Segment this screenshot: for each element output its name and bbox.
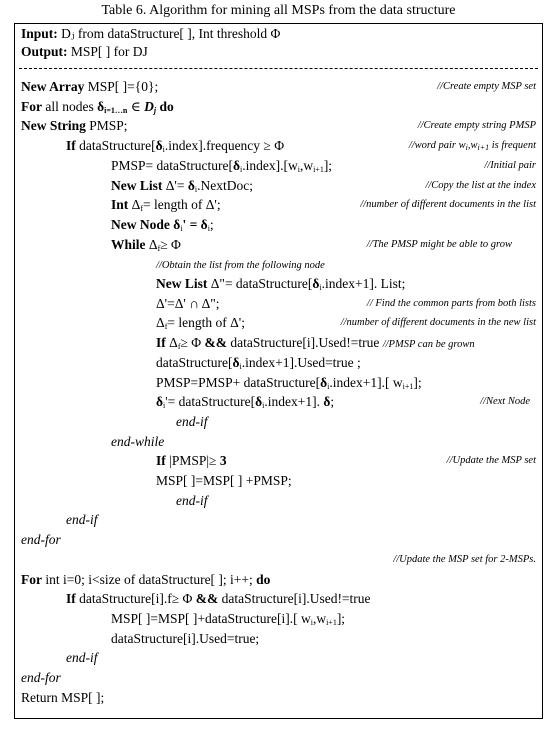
code-text: end-if <box>66 512 98 528</box>
algorithm-line <box>15 473 542 493</box>
code-comment: //number of different documents in the list <box>360 199 536 211</box>
table-caption: Table 6. Algorithm for mining all MSPs from the data structure <box>101 3 456 18</box>
algorithm-line <box>15 394 542 414</box>
code-text: Δ'=Δ' ∩ Δ"; <box>156 295 220 311</box>
algorithm-line <box>15 591 542 611</box>
algorithm-line <box>15 296 542 316</box>
code-comment: //Copy the list at the index <box>425 179 536 191</box>
algorithm-line <box>15 572 542 592</box>
code-comment: //Next Node <box>480 396 530 408</box>
algorithm-line <box>15 158 542 178</box>
algorithm-line <box>15 532 542 552</box>
code-text: $dataStructure[\delta_i.index+1].Used=true$ ; <box>156 354 361 371</box>
code-text: end-if <box>66 650 98 666</box>
algorithm-line <box>15 178 542 198</box>
code-text: //Obtain the list from the following node <box>156 260 325 272</box>
code-text: Return MSP[ ]; <box>21 689 105 705</box>
code-text: For all nodes $\delta_{i=1\dots n}$ ∈ $D_j$ do <box>21 98 174 115</box>
code-text: While $\Delta_f\ge \Phi$ <box>111 236 181 253</box>
algorithm-line <box>15 335 542 355</box>
code-comment: //Update the MSP set for 2-MSPs. <box>393 553 536 565</box>
code-text: If $\Delta_f\ge \Phi$ && dataStructure[i].Used!=true //PMSP can be grown <box>156 335 475 352</box>
code-comment: //The PMSP might be able to grow <box>366 238 512 250</box>
code-text: New List Δ"= $dataStructure[\delta_i.index+1]$. List; <box>156 276 406 292</box>
code-comment: //number of different documents in the new list <box>340 317 536 329</box>
algorithm-line <box>15 138 542 158</box>
algorithm-line <box>15 434 542 454</box>
dashed-divider <box>19 68 538 69</box>
code-text: If $dataStructure[\delta_i.index].frequency \ge \Phi$ <box>66 138 285 155</box>
output-line <box>21 44 148 60</box>
input-line <box>21 26 280 42</box>
algorithm-line <box>15 355 542 375</box>
output-text: MSP[ ] for DJ <box>67 44 148 59</box>
input-text: Dⱼ from dataStructure[ ], Int threshold Φ <box>57 26 281 41</box>
code-comment: //Create empty MSP set <box>437 81 536 92</box>
algorithm-line <box>15 670 542 690</box>
code-text: $\Delta_f=$ length of Δ'; <box>156 315 245 332</box>
algorithm-line <box>15 237 542 257</box>
code-text: dataStructure[i].Used=true; <box>111 630 260 646</box>
algorithm-line <box>15 650 542 670</box>
code-text: For int i=0; i<size of dataStructure[ ]; i++; do <box>21 571 271 587</box>
code-text: $\delta_i'=$ $dataStructure[\delta_i.index+1]$. δ; <box>156 394 335 411</box>
algorithm-line <box>15 552 542 572</box>
code-text: PMSP= $dataStructure[\delta_i.index].[w_i,w_{i+1}]$; <box>111 157 333 174</box>
code-text: If dataStructure[i].f≥ Φ && dataStructure[i].Used!=true <box>66 591 371 607</box>
algorithm-line <box>15 217 542 237</box>
algorithm-line <box>15 79 542 99</box>
algorithm-box <box>14 23 543 719</box>
code-text: If |PMSP|≥ 3 <box>156 453 227 469</box>
algorithm-line <box>15 493 542 513</box>
algorithm-line <box>15 276 542 296</box>
algorithm-line <box>15 453 542 473</box>
code-comment: //Initial pair <box>484 159 536 171</box>
algorithm-line <box>15 197 542 217</box>
code-comment: // Find the common parts from both lists <box>366 297 536 309</box>
input-keyword: Input: <box>21 26 58 41</box>
code-text: end-for <box>21 670 61 685</box>
code-text: New List $\Delta'= \delta_i.NextDoc$; <box>111 177 253 194</box>
algorithm-line <box>15 414 542 434</box>
algorithm-line <box>15 99 542 119</box>
code-comment: //Update the MSP set <box>446 455 536 467</box>
code-text: end-while <box>111 433 165 449</box>
algorithm-line <box>15 118 542 138</box>
code-comment: //Create empty string PMSP <box>417 120 536 132</box>
algorithm-line <box>15 611 542 631</box>
code-text: New Node $\delta_i' = \delta_i$; <box>111 216 214 233</box>
algorithm-line <box>15 512 542 532</box>
algorithm-line <box>15 631 542 651</box>
code-text: New Array MSP[ ]={0}; <box>21 79 159 94</box>
code-text: MSP[ ]=MSP[ ]+dataStructure[i].[ $w_i,w_{i+1}$]; <box>111 610 346 627</box>
code-text: end-if <box>176 492 208 508</box>
output-keyword: Output: <box>21 44 68 59</box>
algorithm-line <box>15 375 542 395</box>
code-text: end-if <box>176 413 208 429</box>
algorithm-line <box>15 256 542 276</box>
code-text: MSP[ ]=MSP[ ] +PMSP; <box>156 473 292 488</box>
algorithm-line <box>15 690 542 710</box>
code-text: PMSP=PMSP+ $dataStructure[\delta_i.index+1]$.[ $w_{i+1}$]; <box>156 374 422 391</box>
code-comment: //word pair $w_i,w_{i+1}$ is frequent <box>408 140 536 153</box>
code-text: New String PMSP; <box>21 118 128 134</box>
code-text: Int $\Delta_f=$ length of Δ'; <box>111 197 221 214</box>
code-text: end-for <box>21 532 61 548</box>
algorithm-line <box>15 315 542 335</box>
